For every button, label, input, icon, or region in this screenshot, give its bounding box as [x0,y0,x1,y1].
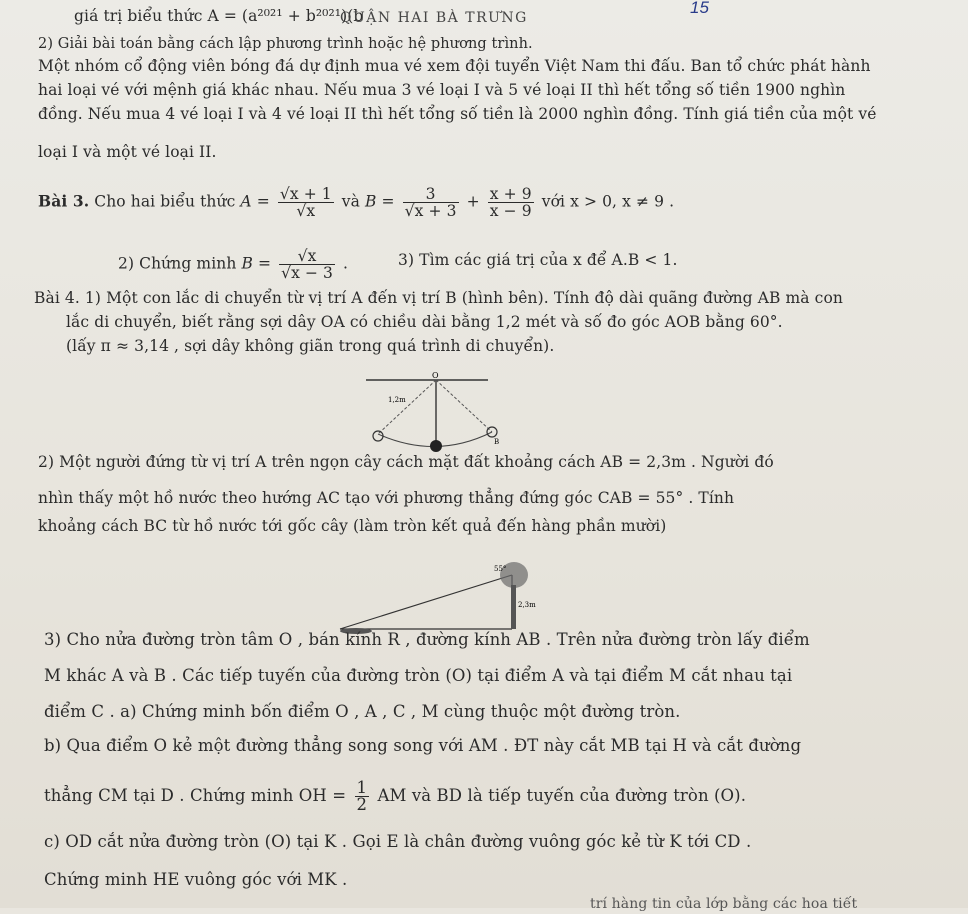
problem2-line4: đồng. Nếu mua 4 vé loại I và 4 vé loại II thì hết tổng số tiền là 2000 nghìn đồng. Tính giá tiền của một vé [38,105,877,123]
bai3-question2 [118,248,348,281]
bai3-question3: 3) Tìm các giá trị của x để A.B < 1. [398,251,678,269]
line-of-sight [340,575,512,629]
pendulum-label-o: O [432,371,439,380]
fraction-b1-denominator: √x + 3 [404,202,457,220]
bai3-plus: + [466,192,480,211]
bai4-p2-line3: khoảng cách BC từ hồ nước tới gốc cây (làm tròn kết quả đến hàng phần mười) [38,517,667,535]
bai3-a-lhs: A = [240,192,270,211]
fraction-q2-numerator: √x [279,248,335,265]
bai4-p3-line1: 3) Cho nửa đường tròn tâm O , bán kính R , đường kính AB . Trên nửa đường tròn lấy điểm [44,630,810,649]
bai4-p3-line2: M khác A và B . Các tiếp tuyến của đường tròn (O) tại điểm A và tại điểm M cắt nhau tại [44,666,793,685]
pendulum-label-b: B [494,438,500,446]
problem2-line5: loại I và một vé loại II. [38,143,217,161]
bai3-intro: Cho hai biểu thức [94,192,236,211]
fraction-b2 [488,186,534,219]
fraction-q2-denominator: √x − 3 [281,264,334,282]
fraction-q2 [279,248,335,281]
fraction-a-numerator: √x + 1 [279,185,332,203]
bai4-p1-line1: Bài 4. 1) Một con lắc di chuyển từ vị trí A đến vị trí B (hình bên). Tính độ dài quãng đường AB mà con [34,289,843,307]
problem2-line2: Một nhóm cổ động viên bóng đá dự định mua vé xem đội tuyển Việt Nam thi đấu. Ban tổ chức phát hành [38,57,871,75]
fraction-one-half [355,780,370,813]
fraction-one-half-denominator: 2 [356,795,368,814]
school-name: QUẬN HAI BÀ TRƯNG [340,10,528,26]
bai3-b-lhs: B = [365,192,395,211]
bai4-p2-line2: nhìn thấy một hồ nước theo hướng AC tạo với phương thẳng đứng góc CAB = 55° . Tính [38,489,735,507]
pendulum-string-b [436,380,492,432]
top-expression: giá trị biểu thức A = (a²⁰²¹ + b²⁰²¹)(b [74,7,364,25]
bai4-p3-line3: điểm C . a) Chứng minh bốn điểm O , A , C , M cùng thuộc một đường tròn. [44,702,681,721]
fraction-b2-numerator: x + 9 [489,185,532,203]
pendulum-label-length: 1,2m [388,396,406,404]
bai4-p2-line1: 2) Một người đứng từ vị trí A trên ngọn cây cách mặt đất khoảng cách AB = 2,3m . Người đó [38,453,774,471]
bai3-q2-lhs: B = [241,254,272,273]
bai4-p1-line2: lắc di chuyển, biết rằng sợi dây OA có chiều dài bằng 1,2 mét và số đo góc AOB bằng 60°. [66,313,783,331]
bai4-p3-line4: b) Qua điểm O kẻ một đường thẳng song song với AM . ĐT này cắt MB tại H và cắt đường [44,736,802,755]
fraction-b2-denominator: x − 9 [489,202,532,220]
bai4-p3-line6: c) OD cắt nửa đường tròn (O) tại K . Gọi E là chân đường vuông góc kẻ từ K tới CD . [44,832,752,851]
fraction-a [278,186,334,219]
footer-cut-text: trí hàng tin của lớp bằng các hoa tiết [590,896,858,912]
angle-label: 55° [494,565,507,573]
bai3-q2-end: . [343,254,349,273]
fraction-b1 [403,186,459,219]
fraction-b1-numerator: 3 [403,186,459,203]
height-label: 2,3m [518,601,536,609]
fraction-a-denominator: √x [296,202,316,220]
problem2-line3: hai loại vé với mệnh giá khác nhau. Nếu mua 3 vé loại I và 5 vé loại II thì hết tổng số tiền 1900 nghìn [38,81,846,99]
bai3-q2-text: 2) Chứng minh [118,254,237,273]
bai3-formula-line [38,186,674,219]
bai3-label: Bài 3. [38,191,90,211]
bai4-p1-line3: (lấy π ≈ 3,14 , sợi dây không giãn trong quá trình di chuyển). [66,337,555,355]
problem2-line1: 2) Giải bài toán bằng cách lập phương trình hoặc hệ phương trình. [38,36,533,52]
bai4-p3-line5-start: thẳng CM tại D . Chứng minh OH = [44,786,347,805]
pendulum-string-a [378,380,436,434]
fraction-one-half-numerator: 1 [356,778,368,797]
bai3-condition: với x > 0, x ≠ 9 . [541,192,675,211]
tree-trunk [511,585,516,629]
pendulum-figure [360,370,500,452]
bai4-p3-line7: Chứng minh HE vuông góc với MK . [44,870,348,889]
bai3-va: và [341,192,360,211]
handwritten-page-mark: 15 [690,0,709,17]
pendulum-bob-center [430,440,442,452]
bai4-p3-line5 [44,780,746,813]
bai4-p3-line5-end: AM và BD là tiếp tuyến của đường tròn (O). [377,786,747,805]
